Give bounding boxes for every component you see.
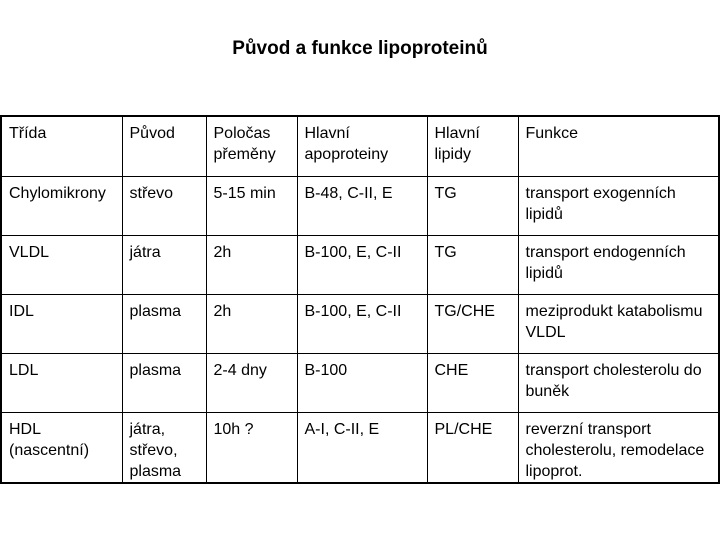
table-cell: Chylomikrony: [1, 176, 122, 235]
header-cell-apoproteins: Hlavní apoproteiny: [297, 116, 427, 176]
table-cell: střevo: [122, 176, 206, 235]
table-cell: 2h: [206, 294, 297, 353]
table-cell: 2-4 dny: [206, 353, 297, 412]
table-cell: VLDL: [1, 235, 122, 294]
table-cell: 5-15 min: [206, 176, 297, 235]
table-cell: IDL: [1, 294, 122, 353]
table-row: [1, 235, 719, 294]
table-cell: meziprodukt katabolismu VLDL: [518, 294, 719, 353]
table-cell: CHE: [427, 353, 518, 412]
table-cell: TG/CHE: [427, 294, 518, 353]
header-cell-lipids: Hlavní lipidy: [427, 116, 518, 176]
table-row: [1, 176, 719, 235]
table-cell: B-100, E, C-II: [297, 294, 427, 353]
table-cell: B-48, C-II, E: [297, 176, 427, 235]
table-cell: transport cholesterolu do buněk: [518, 353, 719, 412]
table-header-row: [1, 116, 719, 176]
header-cell-half-life: Poločas přeměny: [206, 116, 297, 176]
table-cell: reverzní transport cholesterolu, remodelace lipoprot.: [518, 412, 719, 483]
table-row: [1, 294, 719, 353]
table-cell: plasma: [122, 294, 206, 353]
table-row: [1, 412, 719, 483]
table-cell: B-100: [297, 353, 427, 412]
table-cell: TG: [427, 235, 518, 294]
table-cell: LDL: [1, 353, 122, 412]
table-cell: játra: [122, 235, 206, 294]
table-cell: transport endogenních lipidů: [518, 235, 719, 294]
page-title: Původ a funkce lipoproteinů: [232, 38, 488, 59]
table-cell: TG: [427, 176, 518, 235]
table-cell: játra, střevo, plasma: [122, 412, 206, 483]
table-cell: transport exogenních lipidů: [518, 176, 719, 235]
table-row: [1, 353, 719, 412]
table-cell: A-I, C-II, E: [297, 412, 427, 483]
header-cell-origin: Původ: [122, 116, 206, 176]
header-cell-class: Třída: [1, 116, 122, 176]
lipoprotein-table: [0, 115, 720, 484]
table-cell: 2h: [206, 235, 297, 294]
table-cell: 10h ?: [206, 412, 297, 483]
table-cell: PL/CHE: [427, 412, 518, 483]
table-cell: plasma: [122, 353, 206, 412]
table-cell: B-100, E, C-II: [297, 235, 427, 294]
table-cell: HDL (nascentní): [1, 412, 122, 483]
header-cell-function: Funkce: [518, 116, 719, 176]
